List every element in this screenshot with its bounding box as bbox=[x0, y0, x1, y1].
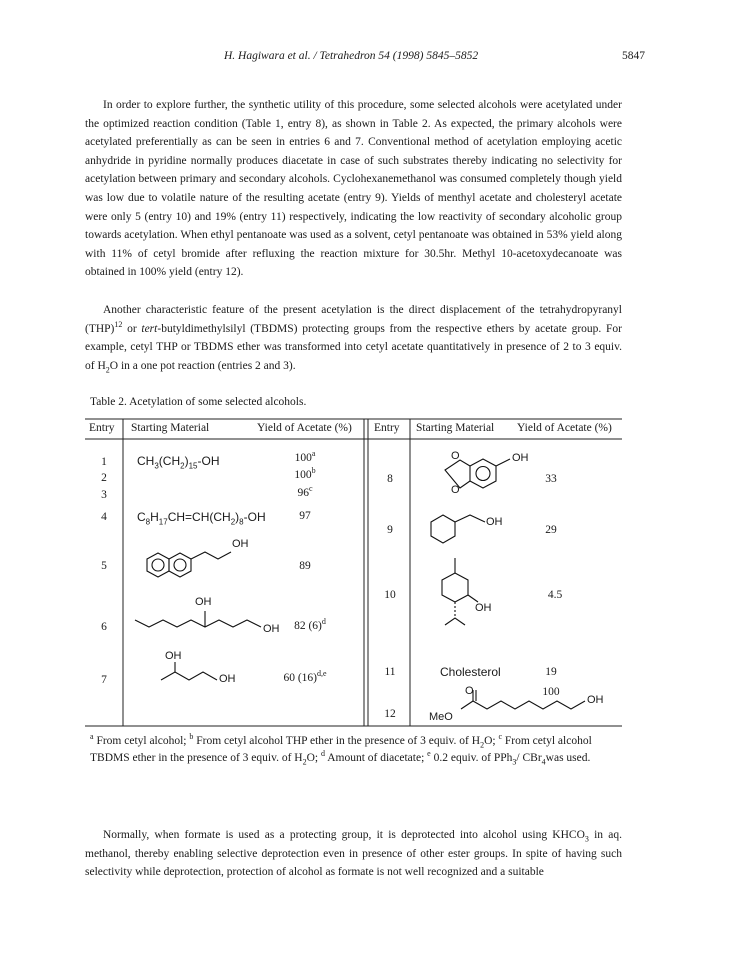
entry-8-o-label-top: O bbox=[451, 450, 460, 462]
entry-6-oh-label-secondary: OH bbox=[195, 596, 212, 608]
right-entry-11: 11 bbox=[384, 666, 396, 678]
menthol-structure bbox=[442, 558, 478, 625]
reference-12: 12 bbox=[114, 319, 123, 329]
diol-chain-7-structure bbox=[161, 662, 217, 680]
paragraph-2-text: Another characteristic feature of the present acetylation is the direct displacement of the tetrahydropyranyl (THP)$^{12}$ or tert-butyldimethylsilyl (TBDMS) protecting groups from the respective ethers by acetate group. For example, cetyl THP or TBDMS ether was transformed into cetyl acetate quantitatively in presence of 2 to 3 equiv. of $H_2O$ in a one pot reaction (entries 2 and 3). bbox=[85, 304, 622, 375]
left-entry-7: 7 bbox=[101, 674, 107, 686]
left-yield-1: 100$^a$ bbox=[294, 449, 316, 464]
paragraph-2 bbox=[85, 301, 622, 375]
table-caption: Table 2. Acetylation of some selected alcohols. bbox=[90, 396, 307, 408]
left-entry-5: 5 bbox=[101, 560, 107, 572]
paragraph-1 bbox=[85, 96, 622, 282]
page-number: 5847 bbox=[622, 50, 645, 62]
paragraph-3-text: Normally, when formate is used as a protecting group, it is deprotected into alcohol using $KHCO_3$ in aq. methanol, thereby enabling selective deprotection even in presence of other ester groups. In spite of having such selectivity while deprotection, protection of alcohol as formate is not well recognized and a suitable bbox=[85, 829, 622, 879]
material-oleyl-alcohol: $C_8H_{17}CH=CH(CH_2)_8-OH$ bbox=[137, 510, 266, 527]
table-2 bbox=[85, 418, 622, 728]
paragraph-1-text: In order to explore further, the synthetic utility of this procedure, some selected alcohols were acetylated under the optimized reaction condition (Table 1, entry 8), as shown in Table 2. As expected, the primary alcohols were acetylated preferentially as can be seen in entries 6 and 7. Conventional method of acetylation employing acetic anhydride in pyridine normally produces diacetate in case of such substrates thereby indicating no selectivity for acetylation between primary and secondary alcohols. Cyclohexanemethanol was consumed completely though yield was low due to volatile nature of the resulting acetate (entry 9). Yields of menthyl acetate and cholesteryl acetate were only 5 (entry 10) and 19% (entry 11) respectively, indicating the low reactivity of secondary alcoholic group towards acetylation. When ethyl pentanoate was used as a solvent, cetyl pentanoate was obtained in 53% yield along with 11% of cetyl bromide after refluxing the reaction mixture for 30.5hr. Methyl 10-acetoxydecanoate was obtained in 100% yield (entry 12). bbox=[85, 99, 622, 279]
cyclohexanemethanol-structure bbox=[431, 515, 485, 543]
entry-8-o-label-bottom: O bbox=[451, 484, 460, 496]
right-yield-11: 19 bbox=[545, 666, 557, 678]
material-cholesterol: Cholesterol bbox=[440, 665, 501, 679]
entry-5-oh-label: OH bbox=[232, 538, 249, 550]
header-material-right: Starting Material bbox=[416, 422, 495, 434]
left-entry-2: 2 bbox=[101, 472, 107, 484]
left-entry-1: 1 bbox=[101, 456, 107, 468]
entry-7-oh-label-primary: OH bbox=[219, 673, 236, 685]
entry-12-oh-label: OH bbox=[587, 694, 604, 706]
naphthylethanol-structure bbox=[147, 552, 231, 577]
entry-6-oh-label-primary: OH bbox=[263, 623, 280, 635]
left-yield-6: 82 $(6)^d$ bbox=[294, 617, 326, 632]
header-yield-left: Yield of Acetate (%) bbox=[257, 422, 352, 434]
diol-chain-6-structure bbox=[135, 611, 261, 627]
right-entry-10: 10 bbox=[384, 589, 396, 601]
header-material-left: Starting Material bbox=[131, 422, 210, 434]
entry-10-oh-label: OH bbox=[475, 602, 492, 614]
left-yield-7: 60 $(16)^{d,e}$ bbox=[283, 669, 327, 684]
left-yield-4: 97 bbox=[299, 510, 311, 522]
running-head: H. Hagiwara et al. / Tetrahedron 54 (1998) 5845–5852 bbox=[224, 50, 479, 62]
right-yield-9: 29 bbox=[545, 524, 557, 536]
entry-9-oh-label: OH bbox=[486, 516, 503, 528]
entry-8-oh-label: OH bbox=[512, 452, 529, 464]
left-entry-3: 3 bbox=[101, 489, 107, 501]
left-entry-6: 6 bbox=[101, 621, 107, 633]
right-entry-12: 12 bbox=[384, 708, 396, 720]
right-yield-8: 33 bbox=[545, 473, 557, 485]
right-yield-10: 4.5 bbox=[547, 589, 563, 601]
left-yield-2: 100$^b$ bbox=[294, 466, 316, 481]
entry-12-o-label: O bbox=[465, 685, 474, 697]
material-cetyl-alcohol: $CH_3(CH_2)_{15}-OH$ bbox=[137, 454, 220, 471]
entry-12-meo-label: MeO bbox=[429, 711, 453, 723]
right-yield-12: 100 bbox=[542, 686, 560, 698]
running-header bbox=[0, 50, 731, 66]
paragraph-3 bbox=[85, 826, 622, 882]
left-yield-3: 96$^c$ bbox=[297, 484, 313, 499]
left-entry-4: 4 bbox=[101, 511, 107, 523]
entry-7-oh-label-secondary: OH bbox=[165, 650, 182, 662]
header-entry-left: Entry bbox=[89, 422, 115, 434]
left-yield-5: 89 bbox=[299, 560, 311, 572]
table-footnotes: $^a$ From cetyl alcohol; $^b$ From cetyl alcohol THP ether in the presence of 3 equiv. of $H_2O$; $^c$ From cetyl alcohol TBDMS ether in the presence of 3 equiv. of $H_2O$; $^d$ Amount of diacetate; $^e$ 0.2 equiv. of PPh$_3$/ CBr$_4$was used. bbox=[90, 732, 592, 767]
right-entry-9: 9 bbox=[387, 524, 393, 536]
header-yield-right: Yield of Acetate (%) bbox=[517, 422, 612, 434]
right-entry-8: 8 bbox=[387, 473, 393, 485]
header-entry-right: Entry bbox=[374, 422, 400, 434]
